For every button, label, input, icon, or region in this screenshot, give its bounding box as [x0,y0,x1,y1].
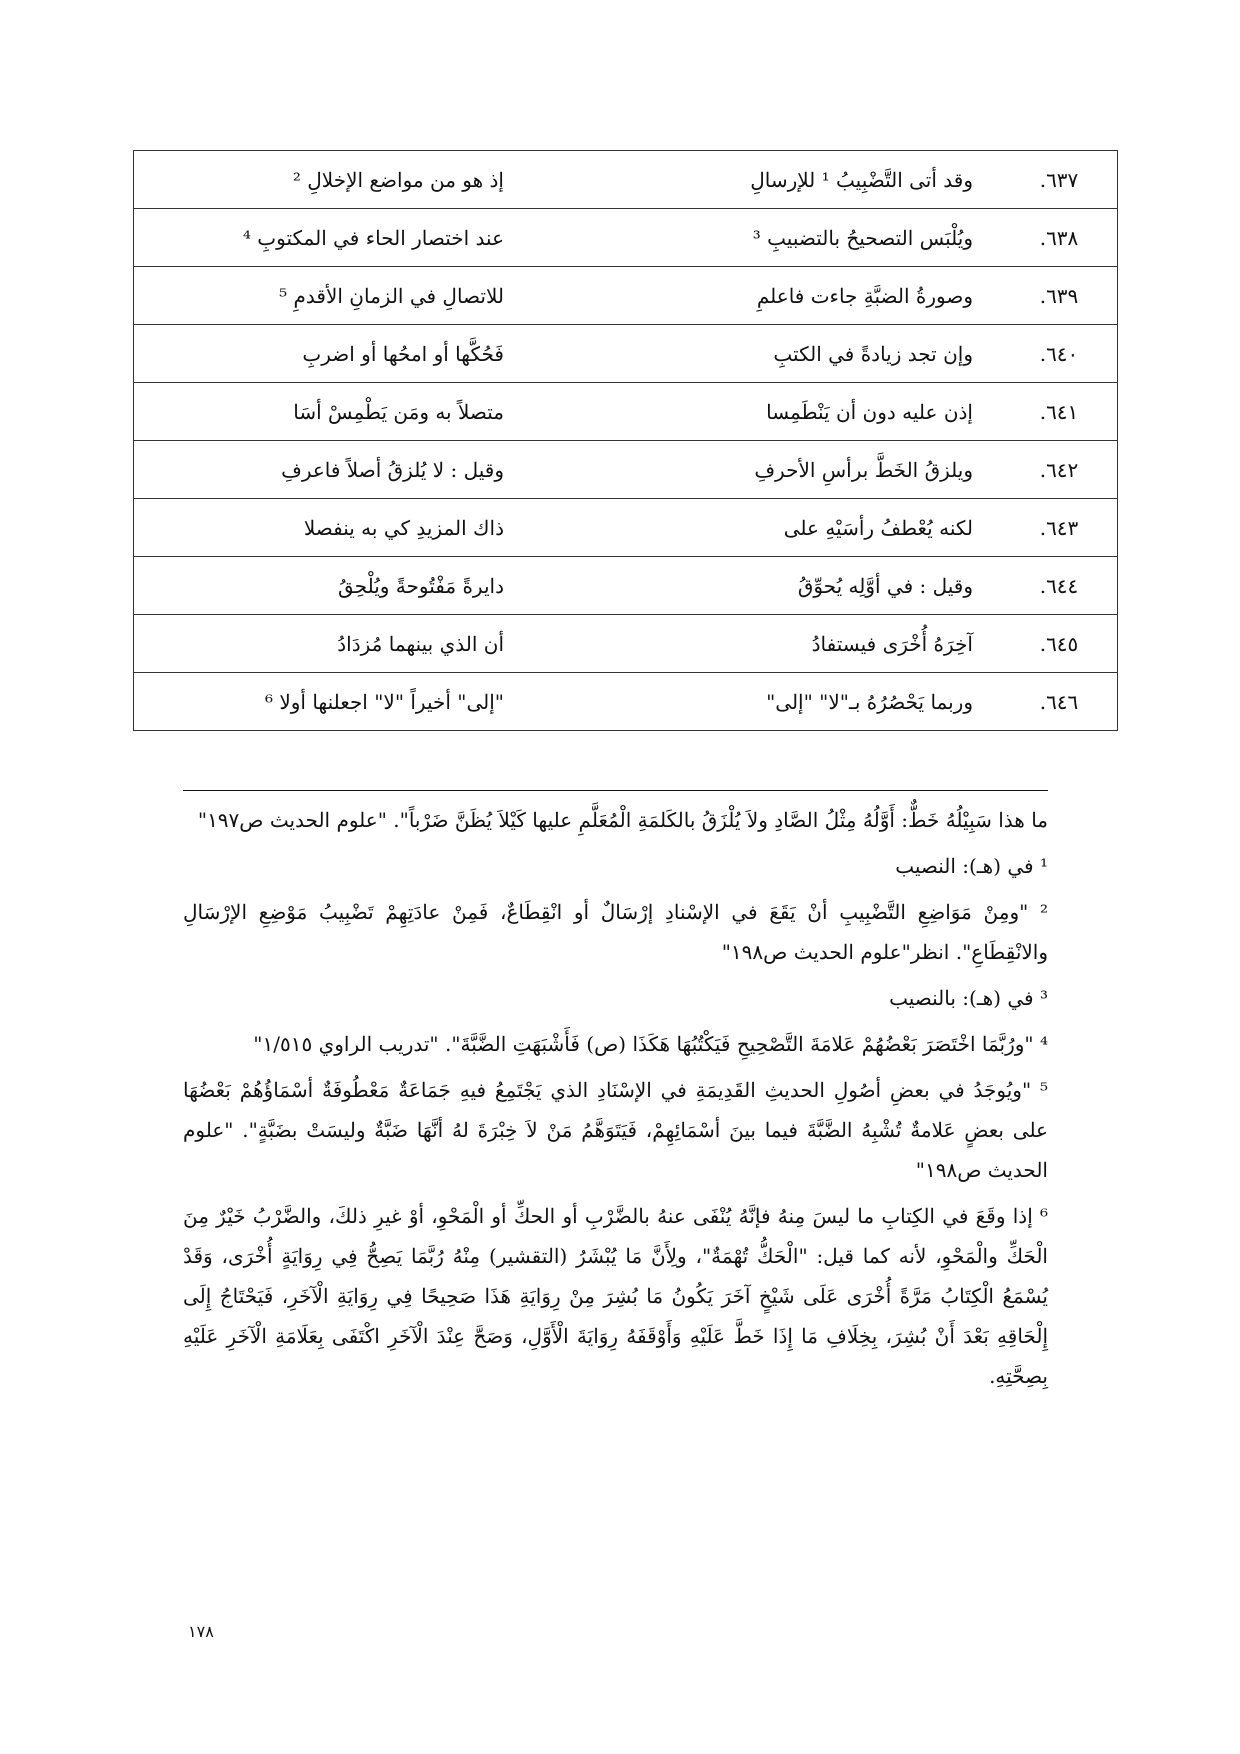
footnote-continuation: ما هذا سَبِيْلُهُ خَطٌّ: أَوَّلُهُ مِثْلُ الصَّادِ ولاَ يُلْزَقُ بالكَلمَةِ الْمُعَلَّمِ عليها كَيْلاَ يُظَنَّ ضَرْباً". "علوم الحديث ص١٩٧" [197,808,1048,832]
verse-second-hemistich: أن الذي بينهما مُزدَادُ [134,615,561,673]
verse-number: ٦٣٧. [1001,151,1118,209]
verse-second-hemistich: وقيل : لا يُلزقُ أصلاً فاعرفِ [134,441,561,499]
verse-second-hemistich: متصلاً به ومَن يَطْمِسْ أسَا [134,383,561,441]
verse-second-hemistich: عند اختصار الحاء في المكتوبِ ⁴ [134,209,561,267]
verse-number: ٦٤٤. [1001,557,1118,615]
footnote-5: ⁵ "ويُوجَدُ في بعضِ أصُولِ الحديثِ القَدِيمَةِ في الإسْنَادِ الذي يَجْتَمِعُ فيهِ جَمَاعَةٌ مَعْطُوفَةٌ أسْمَاؤُهُمْ بَعْضُهَا على بعضٍ عَلامةٌ تُشْبِهُ الضَّبَّةَ فيما بينَ أسْمَائِهِمْ، فَيَتَوَهَّمُ مَنْ لاَ خِبْرَةَ لهُ أنَّهَا ضَبَّةٌ وليسَتْ بضَبَّةٍ". "علوم الحديث ص١٩٨" [183,1078,1048,1182]
verse-second-hemistich: دايرةً مَفْتُوحةً ويُلْحِقُ [134,557,561,615]
verse-row [134,267,1118,325]
verse-number: ٦٤١. [1001,383,1118,441]
verse-row [134,615,1118,673]
verse-number: ٦٣٨. [1001,209,1118,267]
verse-first-hemistich: وإن تجد زيادةً في الكتبِ [560,325,1001,383]
verse-first-hemistich: إذن عليه دون أن يَنْطَمِسا [560,383,1001,441]
verse-second-hemistich: "إلى" أخيراً "لا" اجعلنها أولا ⁶ [134,673,561,731]
verse-first-hemistich: لكنه يُعْطفُ رأسَيْهِ على [560,499,1001,557]
verse-first-hemistich: وقد أتى التَّضْبِيبُ ¹ للإرسالِ [560,151,1001,209]
footnote-1: ¹ في (هـ): النصيب [895,854,1048,878]
verse-first-hemistich: وقيل : في أوَّلِه يُحوِّقُ [560,557,1001,615]
verse-row [134,151,1118,209]
verse-number: ٦٤٦. [1001,673,1118,731]
verse-first-hemistich: ويُلْبَس التصحيحُ بالتضبيبِ ³ [560,209,1001,267]
verse-number: ٦٣٩. [1001,267,1118,325]
page-number: ١٧٨ [188,1622,214,1641]
verse-number: ٦٤٥. [1001,615,1118,673]
verse-row [134,325,1118,383]
verse-first-hemistich: ويلزقُ الخَطَّ برأسِ الأحرفِ [560,441,1001,499]
footnote-2: ² "ومِنْ مَوَاضِعِ التَّضْبِيبِ أنْ يَقَعَ في الإسْنادِ إرْسَالٌ أو انْقِطَاعٌ، فَمِنْ عادَتِهِمْ تَضْبِيبُ مَوْضِعِ الإرْسَالِ والانْقِطَاعِ". انظر"علوم الحديث ص١٩٨" [183,900,1048,964]
verse-second-hemistich: ذاك المزيدِ كي به ينفصلا [134,499,561,557]
verse-number: ٦٤٠. [1001,325,1118,383]
verse-row [134,383,1118,441]
verse-first-hemistich: وربما يَحْصُرُهُ بـ"لا" "إلى" [560,673,1001,731]
footnote-6: ⁶ إذا وقَعَ في الكِتابِ ما ليسَ مِنهُ فإنَّهُ يُنْفَى عنهُ بالضَّرْبِ أو الحكِّ أو الْمَحْوِ، أوْ غيرِ ذلكَ، والضَّرْبُ خَيْرٌ مِنَ الْحَكِّ والْمَحْوِ، لأنه كما قيل: "الْحَكُّ تُهْمَةٌ"، ولِأَنَّ مَا يُبْشَرُ (التقشير) مِنْهُ رُبَّمَا يَصِحُّ فِي رِوَايَةٍ أُخْرَى، وَقَدْ يُسْمَعُ الْكِتَابُ مَرَّةً أُخْرَى عَلَى شَيْخٍ آخَرَ يَكُونُ مَا بُشِرَ مِنْ رِوَايَةِ هَذَا صَحِيحًا فِي رِوَايَةِ الْآخَرِ، فَيَحْتَاجُ إِلَى إِلْحَاقِهِ بَعْدَ أَنْ بُشِرَ، بِخِلَافِ مَا إِذَا خَطَّ عَلَيْهِ وَأَوْقَفَهُ رِوَايَةَ الْأَوَّلِ، وَصَحَّ عِنْدَ الْآخَرِ اكْتَفَى بِعَلَامَةِ الْآخَرِ عَلَيْهِ بِصِحَّتِهِ. [183,1204,1048,1388]
verse-first-hemistich: آخِرَهُ أُخْرَى فيستفادُ [560,615,1001,673]
verse-number: ٦٤٣. [1001,499,1118,557]
verse-second-hemistich: إذ هو من مواضع الإخلالِ ² [134,151,561,209]
verse-number: ٦٤٢. [1001,441,1118,499]
verse-row [134,557,1118,615]
verse-row [134,441,1118,499]
footnote-4: ⁴ "ورُبَّمَا اخْتَصَرَ بَعْضُهُمْ عَلامَةَ التَّصْحِيحِ فَيَكْتُبُهَا هَكَذَا (ص) فَأَشْبَهَتِ الضَّبَّةَ". "تدريب الراوي ١/٥١٥" [253,1032,1048,1056]
verse-second-hemistich: فَحُكَّها أو امحُها أو اضربِ [134,325,561,383]
verse-row [134,673,1118,731]
verse-first-hemistich: وصورةُ الضبَّةِ جاءت فاعلمِ [560,267,1001,325]
verse-row [134,499,1118,557]
verse-table [133,150,1118,731]
verse-row [134,209,1118,267]
footnote-3: ³ في (هـ): بالنصيب [889,986,1048,1010]
verse-second-hemistich: للاتصالِ في الزمانِ الأقدمِ ⁵ [134,267,561,325]
footnotes [183,800,1048,1402]
footnote-separator [183,790,1048,791]
